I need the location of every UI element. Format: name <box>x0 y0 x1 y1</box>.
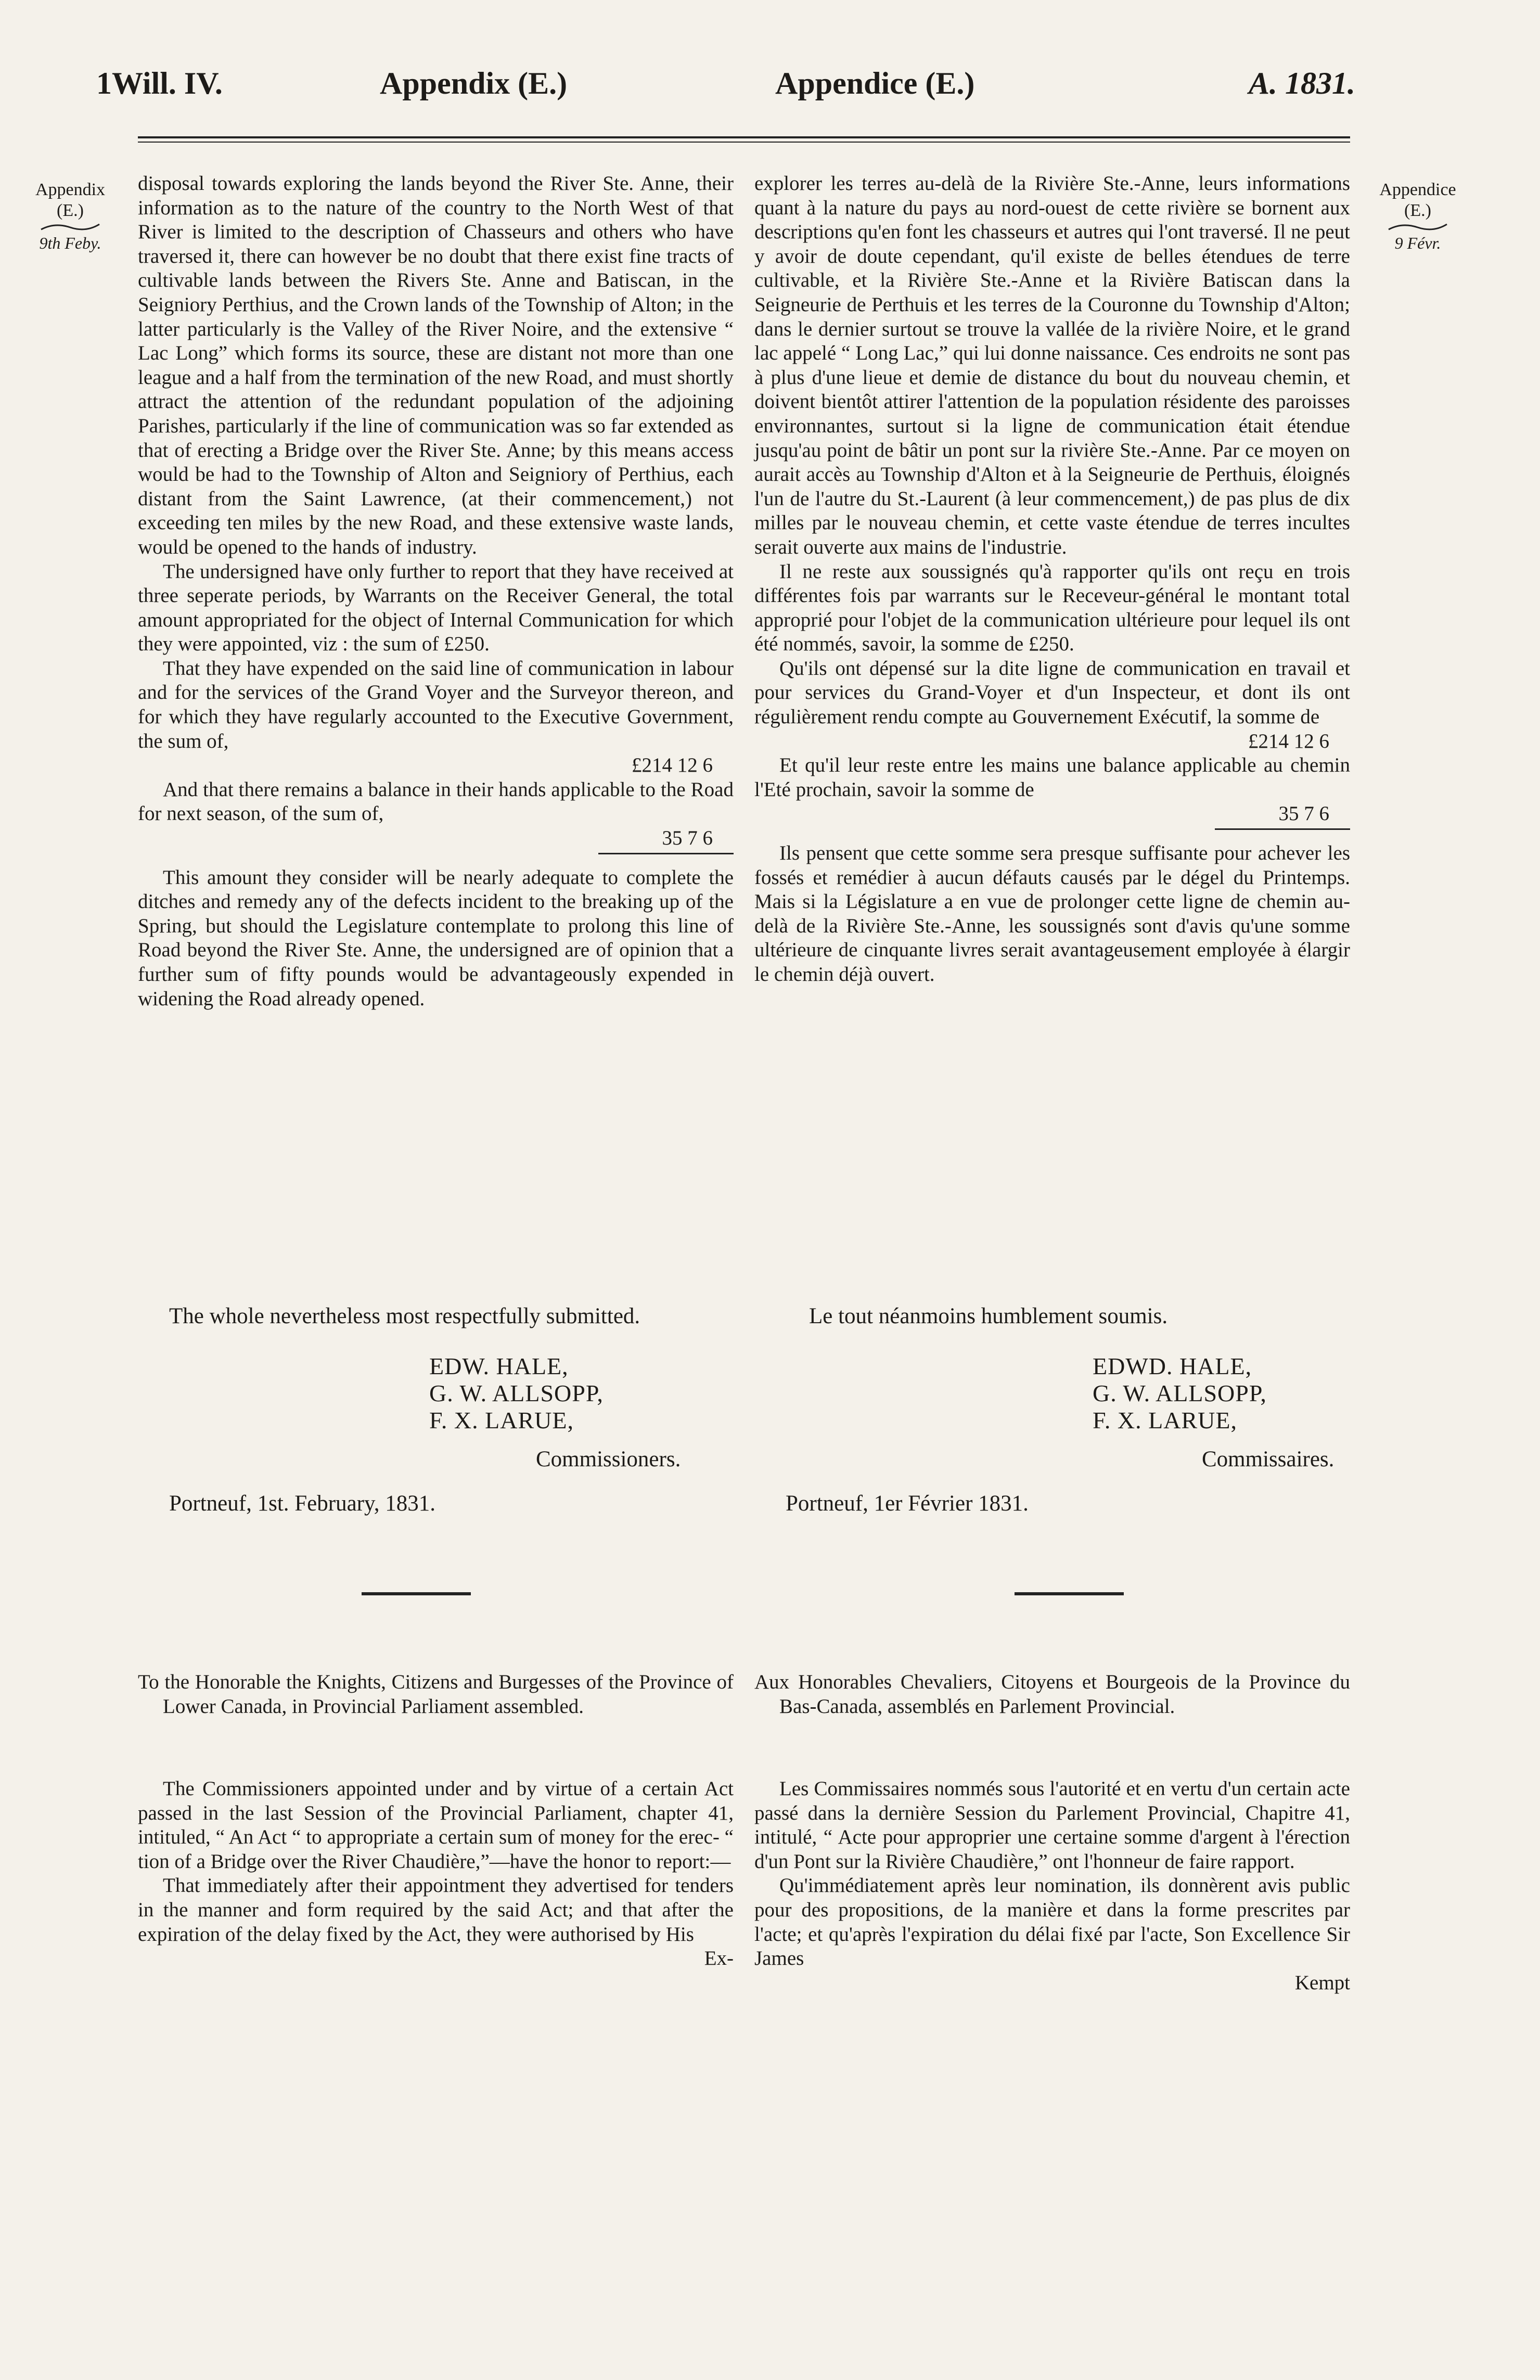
french-paragraph: Et qu'il leur reste entre les mains une balance applicable au chemin l'Eté prochain, savoir la somme de <box>754 754 1350 801</box>
margin-sub: (E.) <box>1404 201 1431 220</box>
french-balance-row <box>754 802 1350 826</box>
english-role: Commissioners. <box>536 1447 681 1471</box>
french-column-top <box>754 172 1350 987</box>
french-paragraph: explorer les terres au-delà de la Rivière Ste.-Anne, leurs informations quant à la nature du pays au nord-ouest de cette rivière se bornent aux descriptions qu'en font les chasseurs et autres qui l'ont traversé. Il ne peut y avoir de doute cependant, qu'il existe de belles étendues de terre cultivable, et la Rivière Ste.-Anne et la Rivière Batiscan dans la Seigneurie de Perthuis et les terres de la Couronne du Township d'Alton; dans le dernier surtout se trouve la vallée de la rivière Noire, et le grand lac appelé “ Long Lac,” qui lui donne naissance. Ces endroits ne sont pas à plus d'une lieue et demie de distance du bout du nouveau chemin, et doivent bientôt attirer l'attention de la population résidente des paroisses environnantes, surtout si la ligne de communication était étendue jusqu'au point de bâtir un pont sur la rivière Ste.-Anne. Par ce moyen on aurait accès au Township d'Alton et à la Seigneurie de Perthuis, éloignés l'un de l'autre du St.-Laurent (à leur commencement,) de pas plus de dix milles par le nouveau chemin, et cette vaste étendue de terres incultes serait ouverte aux mains de l'industrie. <box>754 172 1350 558</box>
section-divider <box>1015 1592 1124 1595</box>
french-submitted: Le tout néanmoins humblement soumis. <box>809 1304 1168 1328</box>
french-place-date: Portneuf, 1er Février 1831. <box>786 1491 1029 1516</box>
signature-name: EDW. HALE, <box>429 1353 569 1379</box>
margin-note-right <box>1353 180 1483 253</box>
french-expended-row <box>754 730 1350 754</box>
sum-underline <box>1215 828 1350 830</box>
margin-sub: (E.) <box>57 201 84 220</box>
french-role: Commissaires. <box>1202 1447 1334 1471</box>
signature-name: F. X. LARUE, <box>429 1407 574 1434</box>
french-address-text: Aux Honorables Chevaliers, Citoyens et Bourgeois de la Province du Bas-Canada, assemblés en Parlement Provincial. <box>754 1671 1350 1718</box>
signature-name: EDWD. HALE, <box>1093 1353 1252 1379</box>
english-paragraph: That immediately after their appointment they advertised for tenders in the manner and form required by the said Act; and that after the expiration of the delay fixed by the Act, they were authorised by His <box>138 1874 734 1946</box>
english-paragraph: That they have expended on the said line of communication in labour and for the services of the Grand Voyer and the Surveyor thereon, and for which they have regularly accounted to the Executive Government, the sum of, <box>138 657 734 752</box>
running-head-year: A. 1831. <box>1249 66 1356 100</box>
french-address <box>754 1670 1350 1719</box>
margin-label: Appendice <box>1379 180 1456 199</box>
margin-date: 9th Feby. <box>39 234 101 252</box>
french-paragraph: Ils pensent que cette somme sera presque suffisante pour achever les fossés et remédier à aucun défauts causés par le dégel du Printemps. Mais si la Législature a en vue de prolonger cette ligne de chemin au-delà de la Rivière Ste.-Anne, les soussignés sont d'avis qu'une somme ultérieure de cinquante livres serait avantageusement employée à élargir le chemin déjà ouvert. <box>754 842 1350 986</box>
french-signatures <box>1093 1353 1267 1434</box>
english-catchword: Ex- <box>704 1947 734 1970</box>
signature-name: G. W. ALLSOPP, <box>429 1380 604 1406</box>
french-paragraph: Qu'immédiatement après leur nomination, ils donnèrent avis public pour des propositions, de la manière et dans la forme prescrites par l'acte; et qu'après l'expiration du délai fixé par l'acte, Son Excellence Sir James <box>754 1874 1350 1970</box>
signature-name: G. W. ALLSOPP, <box>1093 1380 1267 1406</box>
french-balance-amount: 35 7 6 <box>1278 802 1329 825</box>
english-paragraph: This amount they consider will be nearly adequate to complete the ditches and remedy any of the defects incident to the breaking up of the Spring, but should the Legislature contemplate to prolong this line of Road beyond the River Ste. Anne, the undersigned are of opinion that a further sum of fifty pounds would be advantageously expended in widening the Road already opened. <box>138 866 734 1010</box>
english-place-date: Portneuf, 1st. February, 1831. <box>169 1491 435 1516</box>
french-paragraph: Qu'ils ont dépensé sur la dite ligne de communication en travail et pour services du Grand-Voyer et d'un Inspecteur, et dont ils ont régulièrement rendu compte au Gouvernement Exécutif, la somme de <box>754 657 1350 728</box>
english-paragraph: disposal towards exploring the lands beyond the River Ste. Anne, their information as to the nature of the country to the North West of that River is limited to the description of Chasseurs and others who have traversed it, there can however be no doubt that there exist fine tracts of cultivable lands between the Rivers Ste. Anne and Batiscan, in the Seigniory Perthius, and the Crown lands of the Township of Alton; in the latter particularly is the Valley of the River Noire, and the extensive “ Lac Long” which forms its source, these are distant not more than one league and a half from the termination of the new Road, and must shortly attract the attention of the redundant population of the adjoining Parishes, particularly if the line of communication was so far extended as that of erecting a Bridge over the River Ste. Anne; by this means access would be had to the Township of Alton and Seigniory of Perthius, each distant from the Saint Lawrence, (at their commencement,) not exceeding ten miles by the new Road, and these extensive waste lands, would be opened to the hands of industry. <box>138 172 734 558</box>
english-paragraph: The undersigned have only further to report that they have received at three seperate periods, by Warrants on the Receiver General, the total amount appropriated for the object of Internal Communication for which they were appointed, viz : the sum of £250. <box>138 560 734 656</box>
margin-note-left <box>5 180 135 253</box>
english-paragraph: And that there remains a balance in their hands applicable to the Road for next season, of the sum of, <box>138 778 734 825</box>
english-balance-row <box>138 826 734 851</box>
french-expended-amount: £214 12 6 <box>1248 730 1329 752</box>
running-head-will: 1Will. IV. <box>96 66 223 100</box>
english-submitted: The whole nevertheless most respectfully submitted. <box>169 1304 640 1328</box>
english-address <box>138 1670 734 1719</box>
french-catchword: Kempt <box>1294 1971 1350 1994</box>
section-divider <box>362 1592 471 1595</box>
french-paragraph: Les Commissaires nommés sous l'autorité et en vertu d'un certain acte passé dans la dernière Session du Parlement Provincial, Chapitre 41, intitulé, “ Acte pour approprier une certaine somme d'argent à l'érection d'un Pont sur la Rivière Chaudière,” ont l'honneur de faire rapport. <box>754 1777 1350 1873</box>
margin-date: 9 Févr. <box>1394 234 1441 252</box>
english-expended-row <box>138 753 734 778</box>
signature-name: F. X. LARUE, <box>1093 1407 1237 1434</box>
english-column-top <box>138 172 734 1011</box>
english-balance-amount: 35 7 6 <box>662 827 713 850</box>
header-rule-thick <box>138 136 1350 138</box>
margin-wave-ornament <box>1387 221 1449 233</box>
french-column-bottom <box>754 1777 1350 1995</box>
english-expended-amount: £214 12 6 <box>632 754 713 777</box>
margin-label: Appendix <box>35 180 106 199</box>
english-paragraph: The Commissioners appointed under and by virtue of a certain Act passed in the last Session of the Provincial Parliament, chapter 41, intituled, “ An Act “ to appropriate a certain sum of money for the erec- “ tion of a Bridge over the River Chaudière,”—have the honor to report:— <box>138 1777 734 1873</box>
sum-underline <box>598 853 734 854</box>
english-signatures <box>429 1353 604 1434</box>
running-head-appendix-fr: Appendice (E.) <box>775 66 975 100</box>
english-column-bottom <box>138 1777 734 1971</box>
running-head-appendix-en: Appendix (E.) <box>380 66 568 100</box>
english-address-text: To the Honorable the Knights, Citizens and Burgesses of the Province of Lower Canada, in Provincial Parliament assembled. <box>138 1671 734 1718</box>
margin-wave-ornament <box>39 221 101 233</box>
french-paragraph: Il ne reste aux soussignés qu'à rapporter qu'ils ont reçu en trois différentes fois par warrants sur le Receveur-général le montant total approprié pour l'objet de la communication ultérieure pour lequel ils ont été nommés, savoir, la somme de £250. <box>754 560 1350 656</box>
header-rule-thin <box>138 142 1350 143</box>
